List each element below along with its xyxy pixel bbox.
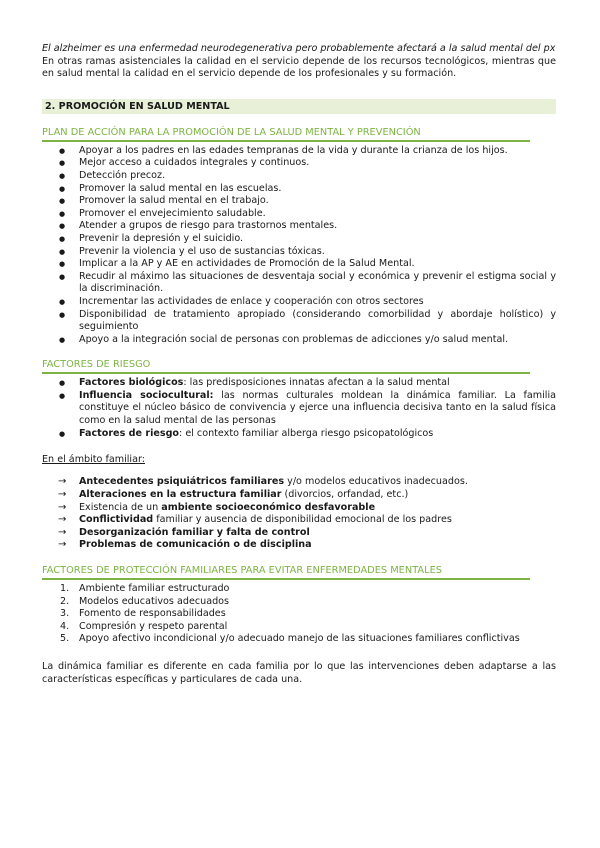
risk-list — [42, 377, 556, 440]
item-text: Apoyo afectivo incondicional y/o adecuado manejo de las situaciones familiares conflictivas — [79, 633, 520, 645]
item-emphasis: ambiente socioeconómico desfavorable — [161, 501, 376, 513]
list-item — [42, 502, 556, 515]
item-suffix: familiar y ausencia de disponibilidad emocional de los padres — [153, 514, 452, 526]
family-scope-label: En el ámbito familiar: — [42, 454, 145, 466]
item-emphasis: Desorganización familiar y falta de control — [79, 526, 310, 538]
list-item — [42, 377, 556, 390]
plan-heading-rule — [42, 140, 530, 142]
protection-block — [42, 564, 556, 646]
protection-heading-rule — [42, 578, 530, 580]
list-item: ● Implicar a la AP y AE en actividades de Promoción de la Salud Mental. — [42, 258, 556, 271]
intro-paragraph: En otras ramas asistenciales la calidad en el servicio depende de los recursos tecnológicos, mientras que en salud mental la calidad en el servicio depende de los profesionales y su formación. — [42, 55, 556, 80]
risk-term: Factores biológicos — [79, 377, 184, 389]
risk-description: : el contexto familiar alberga riesgo psicopatológicos — [179, 427, 434, 439]
list-item: ● Recudir al máximo las situaciones de desventaja social y económica y prevenir el estigma social y la discriminación. — [42, 271, 556, 296]
intro-italic-note: El alzheimer es una enfermedad neurodegenerativa pero probablemente afectará a la salud mental del px — [42, 43, 556, 54]
list-item: ● Promover la salud mental en las escuelas. — [42, 183, 556, 196]
item-suffix: (divorcios, orfandad, etc.) — [281, 489, 409, 501]
list-item: ● Disponibilidad de tratamiento apropiado (considerando comorbilidad y abordaje holístico) y seguimiento — [42, 309, 556, 334]
list-item — [42, 489, 556, 502]
arrow-right-icon: → — [58, 476, 67, 488]
item-number: 4. — [60, 620, 70, 632]
list-item — [42, 514, 556, 527]
protection-heading: FACTORES DE PROTECCIÓN FAMILIARES PARA EVITAR ENFERMEDADES MENTALES — [42, 565, 442, 576]
protection-list — [42, 583, 556, 646]
list-item — [42, 583, 556, 596]
item-text: Modelos educativos adecuados — [79, 595, 230, 607]
list-item: ● Promover la salud mental en el trabajo. — [42, 195, 556, 208]
item-number: 2. — [60, 595, 70, 607]
section-heading: 2. PROMOCIÓN EN SALUD MENTAL — [42, 99, 556, 114]
item-prefix: Existencia de un — [79, 501, 162, 513]
page-content — [42, 43, 556, 696]
item-number: 1. — [60, 583, 70, 594]
risk-description: las normas culturales moldean la dinámica familiar. La familia constituye el núcleo básico de convivencia y ejerce una influencia decisiva tanto en la salud física como en la salud mental de las personas — [79, 389, 556, 427]
item-suffix: y/o modelos educativos inadecuados. — [284, 476, 468, 488]
arrow-right-icon: → — [58, 539, 67, 551]
arrow-right-icon: → — [58, 501, 67, 513]
item-text: Compresión y respeto parental — [79, 620, 228, 632]
risk-heading: FACTORES DE RIESGO — [42, 359, 151, 371]
list-item — [42, 476, 556, 489]
list-item — [42, 633, 556, 646]
list-item — [42, 527, 556, 540]
item-emphasis: Alteraciones en la estructura familiar — [79, 489, 282, 501]
list-item: ● Detección precoz. — [42, 170, 556, 183]
risk-term: Factores de riesgo — [79, 427, 180, 439]
risk-heading-rule — [42, 372, 530, 374]
list-item: ● Prevenir la violencia y el uso de sustancias tóxicas. — [42, 246, 556, 259]
item-emphasis: Antecedentes psiquiátricos familiares — [79, 476, 285, 488]
item-number: 3. — [60, 608, 70, 620]
list-item — [42, 390, 556, 428]
list-item: ● Apoyo a la integración social de personas con problemas de adicciones y/o salud mental. — [42, 334, 556, 347]
item-text: Ambiente familiar estructurado — [79, 583, 230, 594]
item-text: Fomento de responsabilidades — [79, 608, 226, 620]
list-item: ● Atender a grupos de riesgo para trastornos mentales. — [42, 220, 556, 233]
risk-description: : las predisposiciones innatas afectan a la salud mental — [183, 377, 450, 389]
list-item: ● Prevenir la depresión y el suicidio. — [42, 233, 556, 246]
list-item: ● Promover el envejecimiento saludable. — [42, 208, 556, 221]
item-emphasis: Conflictividad — [79, 514, 154, 526]
item-emphasis: Problemas de comunicación o de disciplina — [79, 539, 312, 551]
risk-term: Influencia sociocultural: — [79, 389, 214, 401]
plan-block — [42, 126, 556, 347]
family-risk-list — [42, 476, 556, 552]
list-item — [42, 428, 556, 441]
closing-paragraph: La dinámica familiar es diferente en cada familia por lo que las intervenciones deben adaptarse a las características específicas y particulares de cada una. — [42, 660, 556, 685]
list-item — [42, 596, 556, 609]
list-item: ● Mejor acceso a cuidados integrales y continuos. — [42, 157, 556, 170]
list-item — [42, 621, 556, 634]
arrow-right-icon: → — [58, 489, 67, 501]
list-item — [42, 539, 556, 552]
plan-list — [42, 145, 556, 347]
arrow-right-icon: → — [58, 514, 67, 526]
list-item: ● Incrementar las actividades de enlace y cooperación con otros sectores — [42, 296, 556, 309]
list-item — [42, 608, 556, 621]
arrow-right-icon: → — [58, 526, 67, 538]
item-number: 5. — [60, 633, 70, 645]
plan-heading: PLAN DE ACCIÓN PARA LA PROMOCIÓN DE LA SALUD MENTAL Y PREVENCIÓN — [42, 126, 421, 138]
list-item: ● Apoyar a los padres en las edades tempranas de la vida y durante la crianza de los hijos. — [42, 145, 556, 158]
risk-block — [42, 358, 556, 552]
